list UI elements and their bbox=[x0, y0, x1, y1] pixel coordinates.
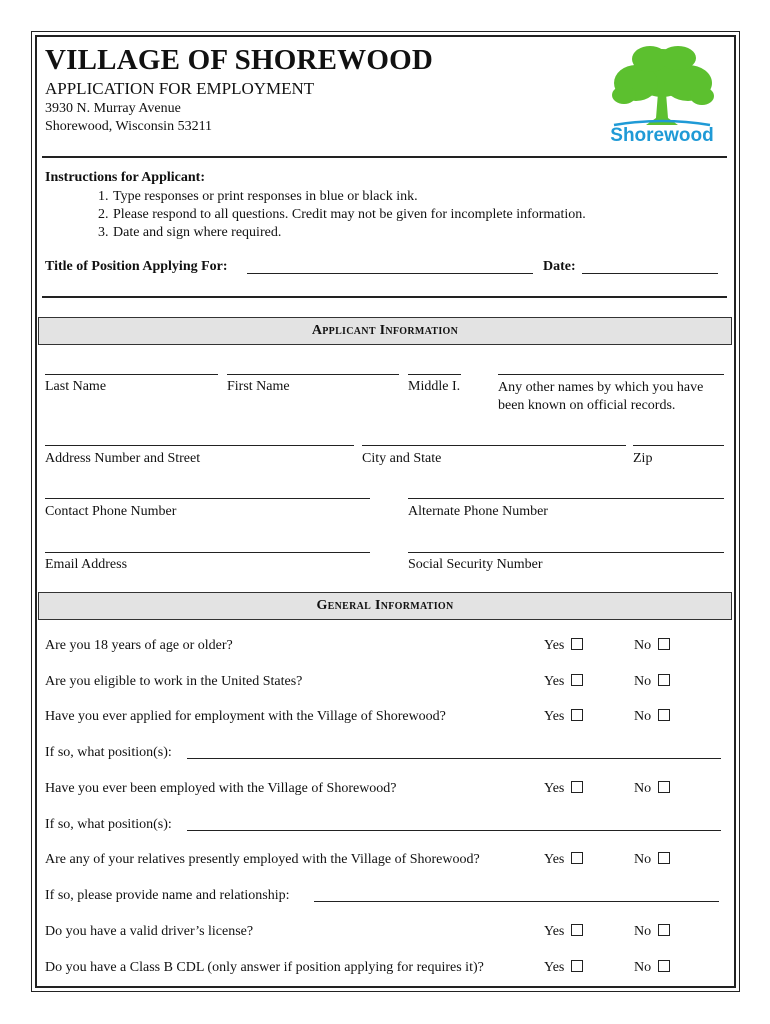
relatives-no-checkbox[interactable] bbox=[658, 852, 670, 864]
zip-label: Zip bbox=[633, 451, 653, 466]
employed-yes-checkbox[interactable] bbox=[571, 781, 583, 793]
yes-label: Yes bbox=[544, 709, 565, 724]
employed-yes-option[interactable] bbox=[544, 781, 583, 797]
yes-label: Yes bbox=[544, 674, 565, 689]
question-license: Do you have a valid driver’s license? bbox=[45, 924, 254, 939]
first-name-input[interactable] bbox=[227, 374, 399, 375]
applied-no-option[interactable] bbox=[634, 709, 670, 725]
date-input[interactable] bbox=[582, 273, 718, 274]
applied-position-label: If so, what position(s): bbox=[45, 745, 172, 760]
eligible-no-option[interactable] bbox=[634, 674, 670, 690]
yes-label: Yes bbox=[544, 924, 565, 939]
age-yes-option[interactable] bbox=[544, 638, 583, 654]
last-name-input[interactable] bbox=[45, 374, 218, 375]
position-divider bbox=[42, 296, 727, 298]
address-street: 3930 N. Murray Avenue bbox=[45, 101, 181, 116]
cdl-yes-checkbox[interactable] bbox=[571, 960, 583, 972]
cdl-yes-option[interactable] bbox=[544, 960, 583, 976]
position-title-label: Title of Position Applying For: bbox=[45, 259, 228, 274]
applied-yes-checkbox[interactable] bbox=[571, 709, 583, 721]
date-label: Date: bbox=[543, 259, 576, 274]
yes-label: Yes bbox=[544, 852, 565, 867]
middle-initial-label: Middle I. bbox=[408, 379, 461, 394]
page-title: VILLAGE OF SHOREWOOD bbox=[45, 44, 434, 76]
instructions-list bbox=[70, 188, 586, 242]
alternate-phone-label: Alternate Phone Number bbox=[408, 504, 548, 519]
no-label: No bbox=[634, 781, 652, 796]
relatives-detail-label: If so, please provide name and relationship: bbox=[45, 888, 290, 903]
question-eligible: Are you eligible to work in the United States? bbox=[45, 674, 303, 689]
instructions-heading: Instructions for Applicant: bbox=[45, 170, 205, 185]
applied-yes-option[interactable] bbox=[544, 709, 583, 725]
no-label: No bbox=[634, 960, 652, 975]
address-city: Shorewood, Wisconsin 53211 bbox=[45, 119, 213, 134]
license-no-checkbox[interactable] bbox=[658, 924, 670, 936]
email-input[interactable] bbox=[45, 552, 370, 553]
first-name-label: First Name bbox=[227, 379, 290, 394]
shorewood-logo bbox=[606, 43, 718, 153]
cdl-no-checkbox[interactable] bbox=[658, 960, 670, 972]
relatives-yes-option[interactable] bbox=[544, 852, 583, 868]
question-age: Are you 18 years of age or older? bbox=[45, 638, 233, 653]
address-input[interactable] bbox=[45, 445, 354, 446]
age-no-checkbox[interactable] bbox=[658, 638, 670, 650]
contact-phone-label: Contact Phone Number bbox=[45, 504, 177, 519]
instruction-item: 3. Date and sign where required. bbox=[112, 224, 586, 242]
license-yes-option[interactable] bbox=[544, 924, 583, 940]
relatives-yes-checkbox[interactable] bbox=[571, 852, 583, 864]
middle-initial-input[interactable] bbox=[408, 374, 461, 375]
no-label: No bbox=[634, 924, 652, 939]
relatives-no-option[interactable] bbox=[634, 852, 670, 868]
email-label: Email Address bbox=[45, 557, 128, 572]
other-names-input[interactable] bbox=[498, 374, 724, 375]
eligible-yes-checkbox[interactable] bbox=[571, 674, 583, 686]
form-subtitle: APPLICATION FOR EMPLOYMENT bbox=[45, 79, 315, 98]
no-label: No bbox=[634, 638, 652, 653]
eligible-yes-option[interactable] bbox=[544, 674, 583, 690]
applied-no-checkbox[interactable] bbox=[658, 709, 670, 721]
employed-position-input[interactable] bbox=[187, 830, 721, 831]
no-label: No bbox=[634, 674, 652, 689]
yes-label: Yes bbox=[544, 638, 565, 653]
yes-label: Yes bbox=[544, 960, 565, 975]
employed-no-option[interactable] bbox=[634, 781, 670, 797]
city-state-label: City and State bbox=[362, 451, 442, 466]
header-divider bbox=[42, 156, 727, 158]
city-state-input[interactable] bbox=[362, 445, 626, 446]
employed-position-label: If so, what position(s): bbox=[45, 817, 172, 832]
age-yes-checkbox[interactable] bbox=[571, 638, 583, 650]
cdl-no-option[interactable] bbox=[634, 960, 670, 976]
address-label: Address Number and Street bbox=[45, 451, 201, 466]
eligible-no-checkbox[interactable] bbox=[658, 674, 670, 686]
other-names-label: Any other names by which you have been known on official records. bbox=[498, 380, 704, 413]
ssn-label: Social Security Number bbox=[408, 557, 543, 572]
relatives-detail-input[interactable] bbox=[314, 901, 719, 902]
question-employed: Have you ever been employed with the Village of Shorewood? bbox=[45, 781, 397, 796]
instruction-item: 1. Type responses or print responses in blue or black ink. bbox=[112, 188, 586, 206]
instruction-item: 2. Please respond to all questions. Credit may not be given for incomplete information. bbox=[112, 206, 586, 224]
logo-wordmark: Shorewood bbox=[610, 125, 714, 146]
applied-position-input[interactable] bbox=[187, 758, 721, 759]
applicant-information-header: Applicant Information bbox=[38, 317, 732, 345]
license-no-option[interactable] bbox=[634, 924, 670, 940]
age-no-option[interactable] bbox=[634, 638, 670, 654]
last-name-label: Last Name bbox=[45, 379, 107, 394]
zip-input[interactable] bbox=[633, 445, 724, 446]
position-title-input[interactable] bbox=[247, 273, 533, 274]
general-information-header: General Information bbox=[38, 592, 732, 620]
no-label: No bbox=[634, 852, 652, 867]
alternate-phone-input[interactable] bbox=[408, 498, 724, 499]
license-yes-checkbox[interactable] bbox=[571, 924, 583, 936]
employed-no-checkbox[interactable] bbox=[658, 781, 670, 793]
question-relatives: Are any of your relatives presently employed with the Village of Shorewood? bbox=[45, 852, 480, 867]
ssn-input[interactable] bbox=[408, 552, 724, 553]
yes-label: Yes bbox=[544, 781, 565, 796]
question-applied: Have you ever applied for employment with the Village of Shorewood? bbox=[45, 709, 446, 724]
contact-phone-input[interactable] bbox=[45, 498, 370, 499]
no-label: No bbox=[634, 709, 652, 724]
question-cdl: Do you have a Class B CDL (only answer if position applying for requires it)? bbox=[45, 960, 484, 975]
